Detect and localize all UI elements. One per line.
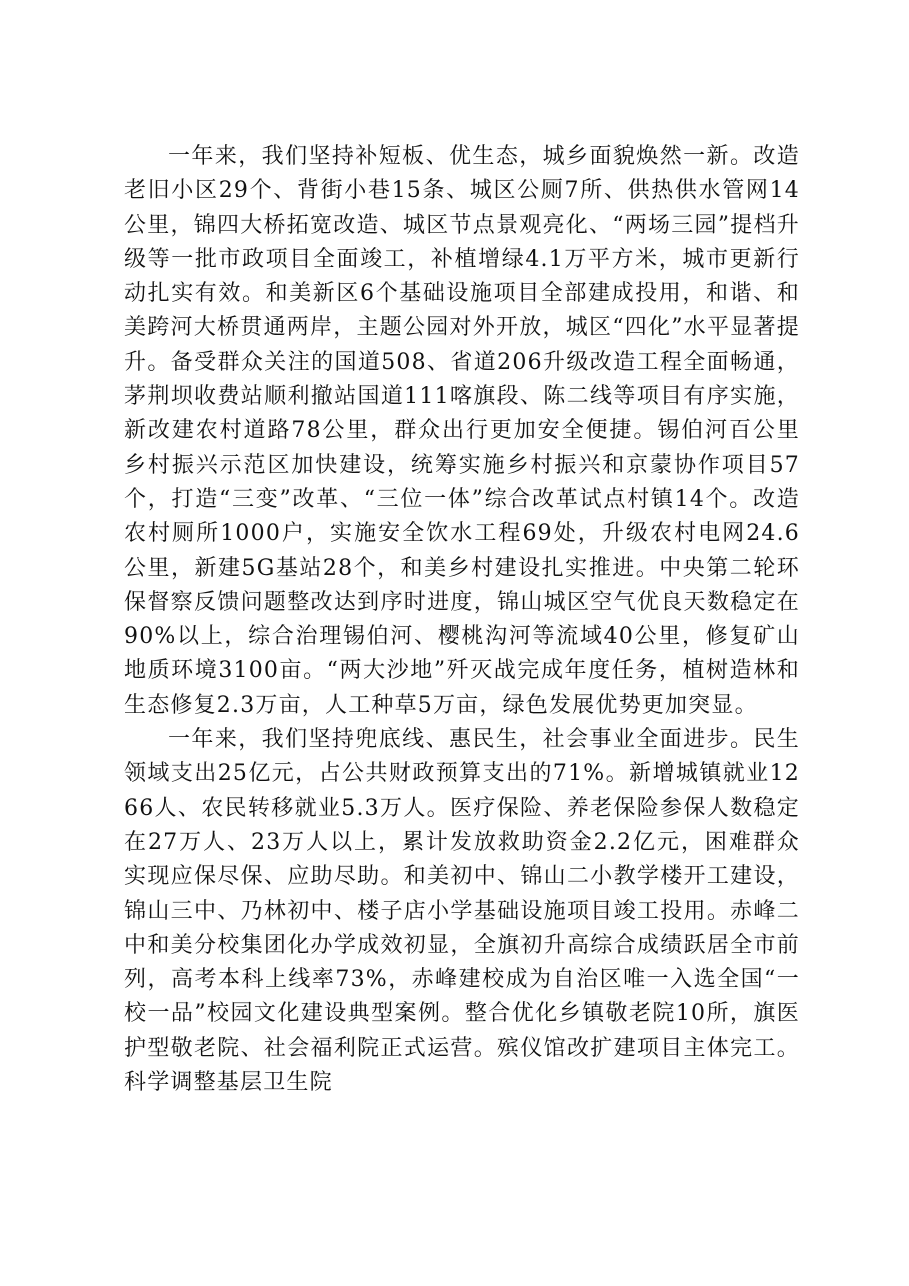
document-body [124, 140, 800, 1100]
paragraph-livelihood: 一年来，我们坚持兜底线、惠民生，社会事业全面进步。民生领域支出25亿元，占公共财政预算支出的71%。新增城镇就业1266人、农民转移就业5.3万人。医疗保险、养老保险参保人数稳定在27万人、23万人以上，累计发放救助资金2.2亿元，困难群众实现应保尽保、应助尽助。和美初中、锦山二小教学楼开工建设，锦山三中、乃林初中、楼子店小学基础设施项目竣工投用。赤峰二中和美分校集团化办学成效初显，全旗初升高综合成绩跃居全市前列，高考本科上线率73%，赤峰建校成为自治区唯一入选全国“一校一品”校园文化建设典型案例。整合优化乡镇敬老院10所，旗医护型敬老院、社会福利院正式运营。殡仪馆改扩建项目主体完工。科学调整基层卫生院 [124, 727, 800, 1096]
paragraph-urban-rural: 一年来，我们坚持补短板、优生态，城乡面貌焕然一新。改造老旧小区29个、背街小巷15条、城区公厕7所、供热供水管网14公里，锦四大桥拓宽改造、城区节点景观亮化、“两场三园”提档升级等一批市政项目全面竣工，补植增绿4.1万平方米，城市更新行动扎实有效。和美新区6个基础设施项目全部建成投用，和谐、和美跨河大桥贯通两岸，主题公园对外开放，城区“四化”水平显著提升。备受群众关注的国道508、省道206升级改造工程全面畅通，茅荆坝收费站顺利撤站国道111喀旗段、陈二线等项目有序实施，新改建农村道路78公里，群众出行更加安全便捷。锡伯河百公里乡村振兴示范区加快建设，统筹实施乡村振兴和京蒙协作项目57个，打造“三变”改革、“三位一体”综合改革试点村镇14个。改造农村厕所1000户，实施安全饮水工程69处，升级农村电网24.6公里，新建5G基站28个，和美乡村建设扎实推进。中央第二轮环保督察反馈问题整改达到序时进度，锦山城区空气优良天数稳定在90%以上，综合治理锡伯河、樱桃沟河等流域40公里，修复矿山地质环境3100亩。“两大沙地”歼灭战完成年度任务，植树造林和生态修复2.3万亩，人工种草5万亩，绿色发展优势更加突显。 [124, 144, 800, 718]
